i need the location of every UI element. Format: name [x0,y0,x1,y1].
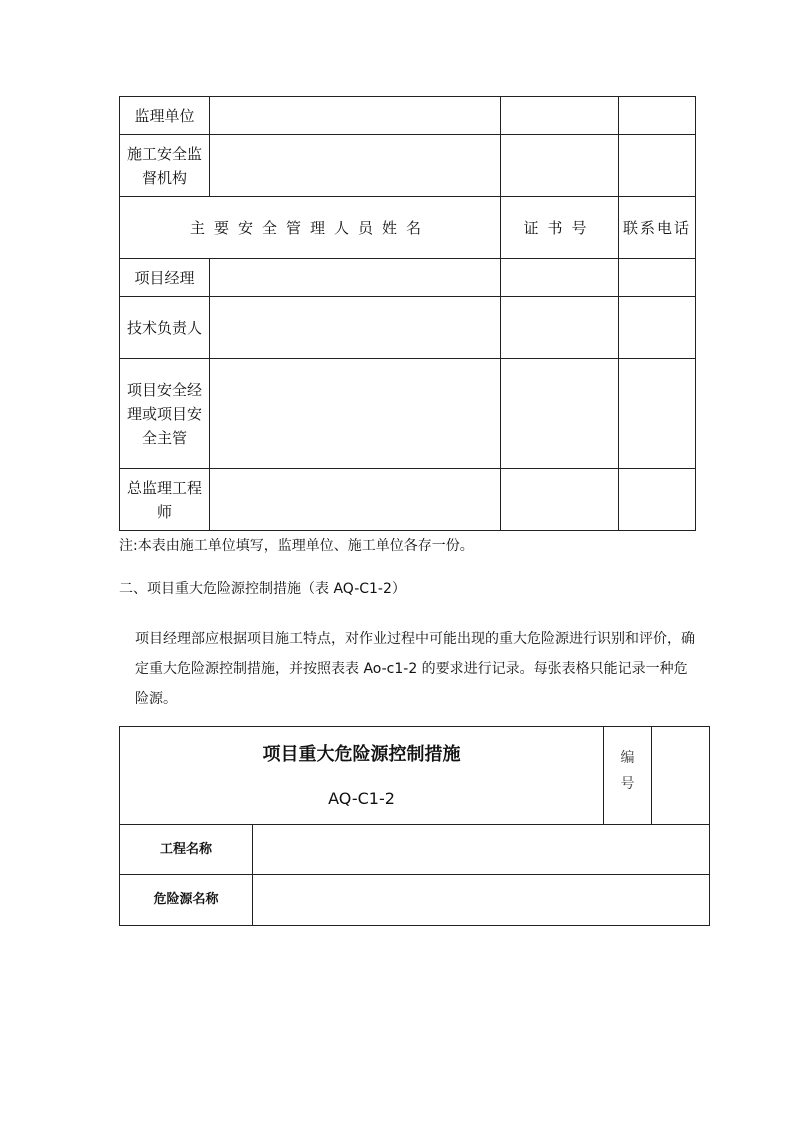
safety-manager-name-cell[interactable] [210,359,501,469]
hazard-name-value-cell[interactable] [253,875,710,926]
label-project-manager: 项目经理 [120,259,210,297]
header-contact-phone: 联系电话 [619,197,696,259]
table-note: 注:本表由施工单位填写，监理单位、施工单位各存一份。 [119,538,474,554]
header-cert-number: 证书号 [501,197,619,259]
form-number-value-cell[interactable] [652,727,710,825]
project-manager-cert-cell[interactable] [501,259,619,297]
project-manager-name-cell[interactable] [210,259,501,297]
agency-name-cell[interactable] [210,135,501,197]
form-number-label [604,727,652,825]
supervision-unit-name-cell[interactable] [210,97,501,135]
technical-lead-name-cell[interactable] [210,297,501,359]
form-code: AQ-C1-2 [328,788,395,808]
project-manager-phone-cell[interactable] [619,259,696,297]
label-chief-supervisor: 总监理工程师 [120,469,210,531]
chief-supervisor-phone-cell[interactable] [619,469,696,531]
technical-lead-phone-cell[interactable] [619,297,696,359]
chief-supervisor-cert-cell[interactable] [501,469,619,531]
project-name-value-cell[interactable] [253,825,710,875]
section-paragraph: 项目经理部应根据项目施工特点，对作业过程中可能出现的重大危险源进行识别和评价，确定重大危险源控制措施，并按照表表 Ao-c1-2 的要求进行记录。每张表格只能记录一种危险源。 [135,631,695,707]
form-title-cell [120,727,604,825]
label-safety-manager: 项目安全经理或项目安全主管 [120,359,210,469]
form-title: 项目重大危险源控制措施 [262,743,461,765]
label-technical-lead: 技术负责人 [120,297,210,359]
technical-lead-cert-cell[interactable] [501,297,619,359]
label-hazard-name: 危险源名称 [120,875,253,926]
supervision-unit-phone-cell[interactable] [619,97,696,135]
chief-supervisor-name-cell[interactable] [210,469,501,531]
personnel-table [119,96,696,531]
safety-manager-cert-cell[interactable] [501,359,619,469]
agency-phone-cell[interactable] [619,135,696,197]
label-supervision-unit: 监理单位 [120,97,210,135]
header-personnel-name: 主要安全管理人员姓名 [120,197,501,259]
label-safety-supervision-agency: 施工安全监督机构 [120,135,210,197]
agency-cert-cell[interactable] [501,135,619,197]
section-heading: 二、项目重大危险源控制措施（表 AQ-C1-2） [119,581,406,597]
label-project-name: 工程名称 [120,825,253,875]
form-number-text: 编号 [620,750,635,792]
safety-manager-phone-cell[interactable] [619,359,696,469]
hazard-control-form [119,726,710,926]
supervision-unit-cert-cell[interactable] [501,97,619,135]
